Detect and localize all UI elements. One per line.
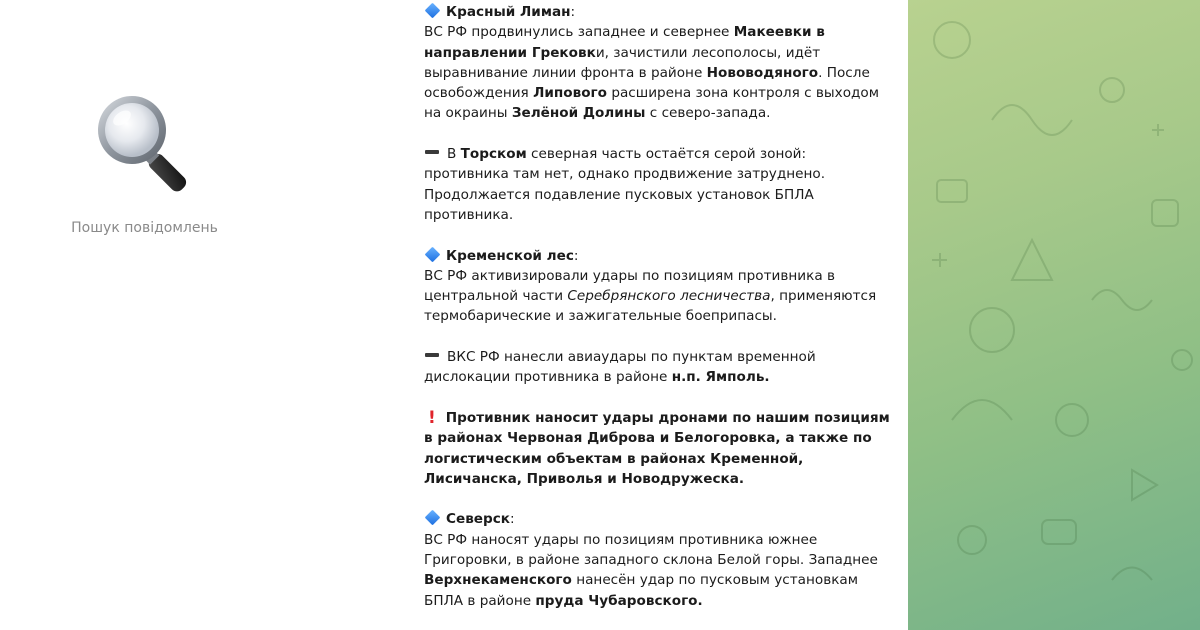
blue-diamond-icon — [425, 510, 441, 526]
blue-diamond-icon — [425, 3, 441, 19]
message-paragraph: Северск: ВС РФ наносят удары по позициям противника южнее Григоровки, в районе западного склона Белой горы. Западнее Верхнекаменского нанесён удар по пусковым установкам БПЛА в районе пруда Чубаровского. — [424, 511, 878, 609]
message-paragraph: Кременской лес: ВС РФ активизировали удары по позициям противника в центральной части Серебрянского лесничества, применяются термобарические и зажигательные боеприпасы. — [424, 247, 877, 325]
search-panel — [0, 0, 392, 630]
message-paragraph: В Торском северная часть остаётся серой зоной: противника там нет, однако продвижение затруднено. Продолжается подавление пусковых установок БПЛА противника. — [424, 146, 826, 223]
exclamation-icon: ! — [428, 407, 436, 428]
message-paragraph: ! Противник наносит удары дронами по нашим позициям в районах Червоная Диброва и Белогоровка, а также по логистическим объектам в районах Кременной, Лисичанска, Приволья и Новодружеска. — [424, 407, 890, 487]
blue-diamond-icon — [425, 246, 441, 262]
search-empty-state — [0, 88, 289, 236]
message-paragraph: ВКС РФ нанесли авиаудары по пунктам временной дислокации противника в районе н.п. Ямполь. — [424, 349, 816, 386]
message-paragraph: Красный Лиман: ВС РФ продвинулись западнее и севернее Макеевки в направлении Грековки, зачистили лесополосы, идёт выравнивание линии фронта в районе Нововодяного. После освобождения Липового расширена зона контроля с выходом на окраины Зелёной Долины с северо-запада. — [424, 4, 879, 122]
message-bubble[interactable] — [392, 0, 908, 630]
dash-icon — [425, 150, 439, 154]
chat-area[interactable] — [392, 0, 1200, 630]
dash-icon — [425, 353, 439, 357]
magnifier-icon — [90, 88, 200, 198]
search-empty-label: Пошук повідомлень — [71, 220, 218, 236]
